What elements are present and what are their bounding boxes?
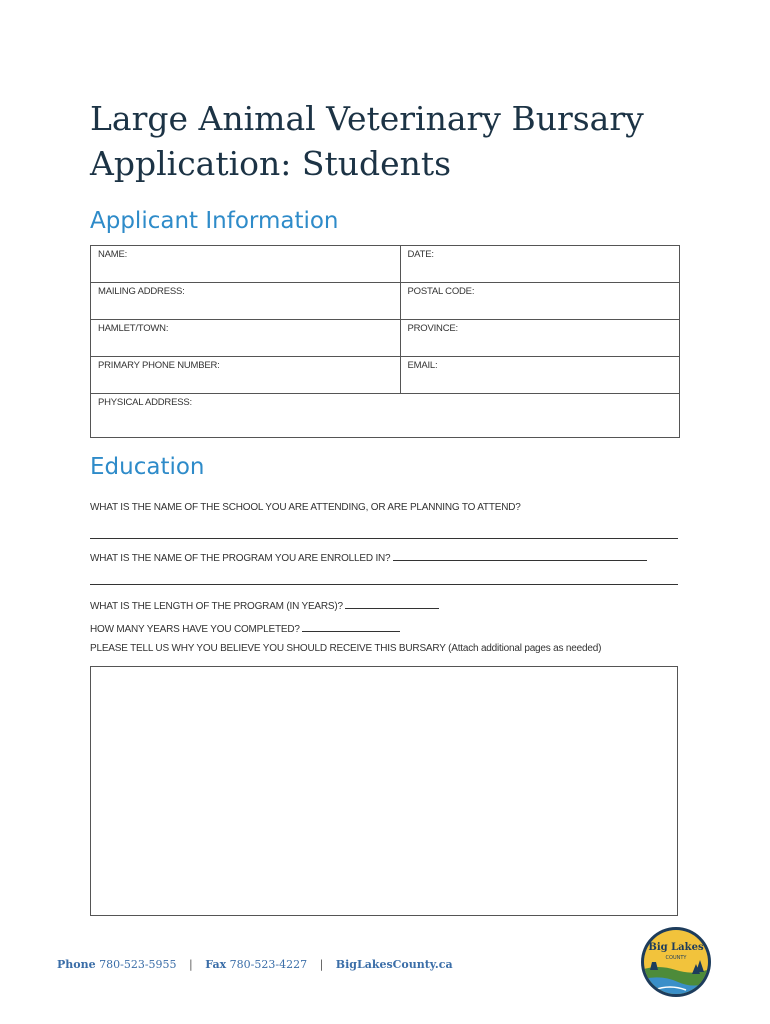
physical-address-label: PHYSICAL ADDRESS: xyxy=(98,397,192,408)
name-label: NAME: xyxy=(98,249,128,260)
fax-label: Fax xyxy=(205,958,227,971)
phone-value: 780-523-5955 xyxy=(99,958,177,971)
school-answer-line[interactable] xyxy=(90,538,678,539)
program-question: WHAT IS THE NAME OF THE PROGRAM YOU ARE ENROLLED IN? xyxy=(90,553,391,564)
phone-label: Phone xyxy=(57,958,96,971)
date-field[interactable] xyxy=(400,246,680,283)
email-field[interactable] xyxy=(400,357,680,394)
hamlet-town-field[interactable] xyxy=(91,320,401,357)
logo-text-line-2: COUNTY xyxy=(665,955,687,961)
primary-phone-field[interactable] xyxy=(91,357,401,394)
big-lakes-county-logo xyxy=(640,926,712,998)
name-field[interactable] xyxy=(91,246,401,283)
province-label: PROVINCE: xyxy=(407,323,458,334)
applicant-info-table xyxy=(90,245,680,438)
length-question: WHAT IS THE LENGTH OF THE PROGRAM (IN YEARS)? xyxy=(90,601,343,612)
mailing-address-label: MAILING ADDRESS: xyxy=(98,286,185,297)
mailing-address-field[interactable] xyxy=(91,283,401,320)
completed-answer-line[interactable] xyxy=(302,620,400,632)
footer-separator: | xyxy=(319,958,324,971)
hamlet-town-label: HAMLET/TOWN: xyxy=(98,323,169,334)
completed-question-row xyxy=(90,620,400,635)
program-question-row xyxy=(90,549,647,564)
email-label: EMAIL: xyxy=(407,360,438,371)
program-answer-line[interactable] xyxy=(393,549,647,561)
date-label: DATE: xyxy=(407,249,434,260)
length-answer-line[interactable] xyxy=(345,597,439,609)
contact-footer xyxy=(57,958,453,971)
why-question: PLEASE TELL US WHY YOU BELIEVE YOU SHOULD RECEIVE THIS BURSARY (Attach additional pages as needed) xyxy=(90,643,602,654)
logo-text-line-1: Big Lakes xyxy=(648,942,704,953)
province-field[interactable] xyxy=(400,320,680,357)
postal-code-field[interactable] xyxy=(400,283,680,320)
program-answer-line-2[interactable] xyxy=(90,584,678,585)
applicant-info-heading: Applicant Information xyxy=(90,208,339,234)
length-question-row xyxy=(90,597,439,612)
school-question: WHAT IS THE NAME OF THE SCHOOL YOU ARE ATTENDING, OR ARE PLANNING TO ATTEND? xyxy=(90,502,521,513)
document-title xyxy=(90,96,690,186)
completed-question: HOW MANY YEARS HAVE YOU COMPLETED? xyxy=(90,624,300,635)
why-answer-box[interactable] xyxy=(90,666,678,916)
fax-value: 780-523-4227 xyxy=(229,958,308,971)
footer-separator: | xyxy=(189,958,193,971)
physical-address-field[interactable] xyxy=(91,394,680,438)
postal-code-label: POSTAL CODE: xyxy=(407,286,475,297)
title-line-1: Large Animal Veterinary Bursary xyxy=(90,99,644,138)
title-line-2: Application: Students xyxy=(90,144,452,183)
primary-phone-label: PRIMARY PHONE NUMBER: xyxy=(98,360,220,371)
website-link[interactable]: BigLakesCounty.ca xyxy=(335,958,453,971)
education-heading: Education xyxy=(90,454,205,480)
